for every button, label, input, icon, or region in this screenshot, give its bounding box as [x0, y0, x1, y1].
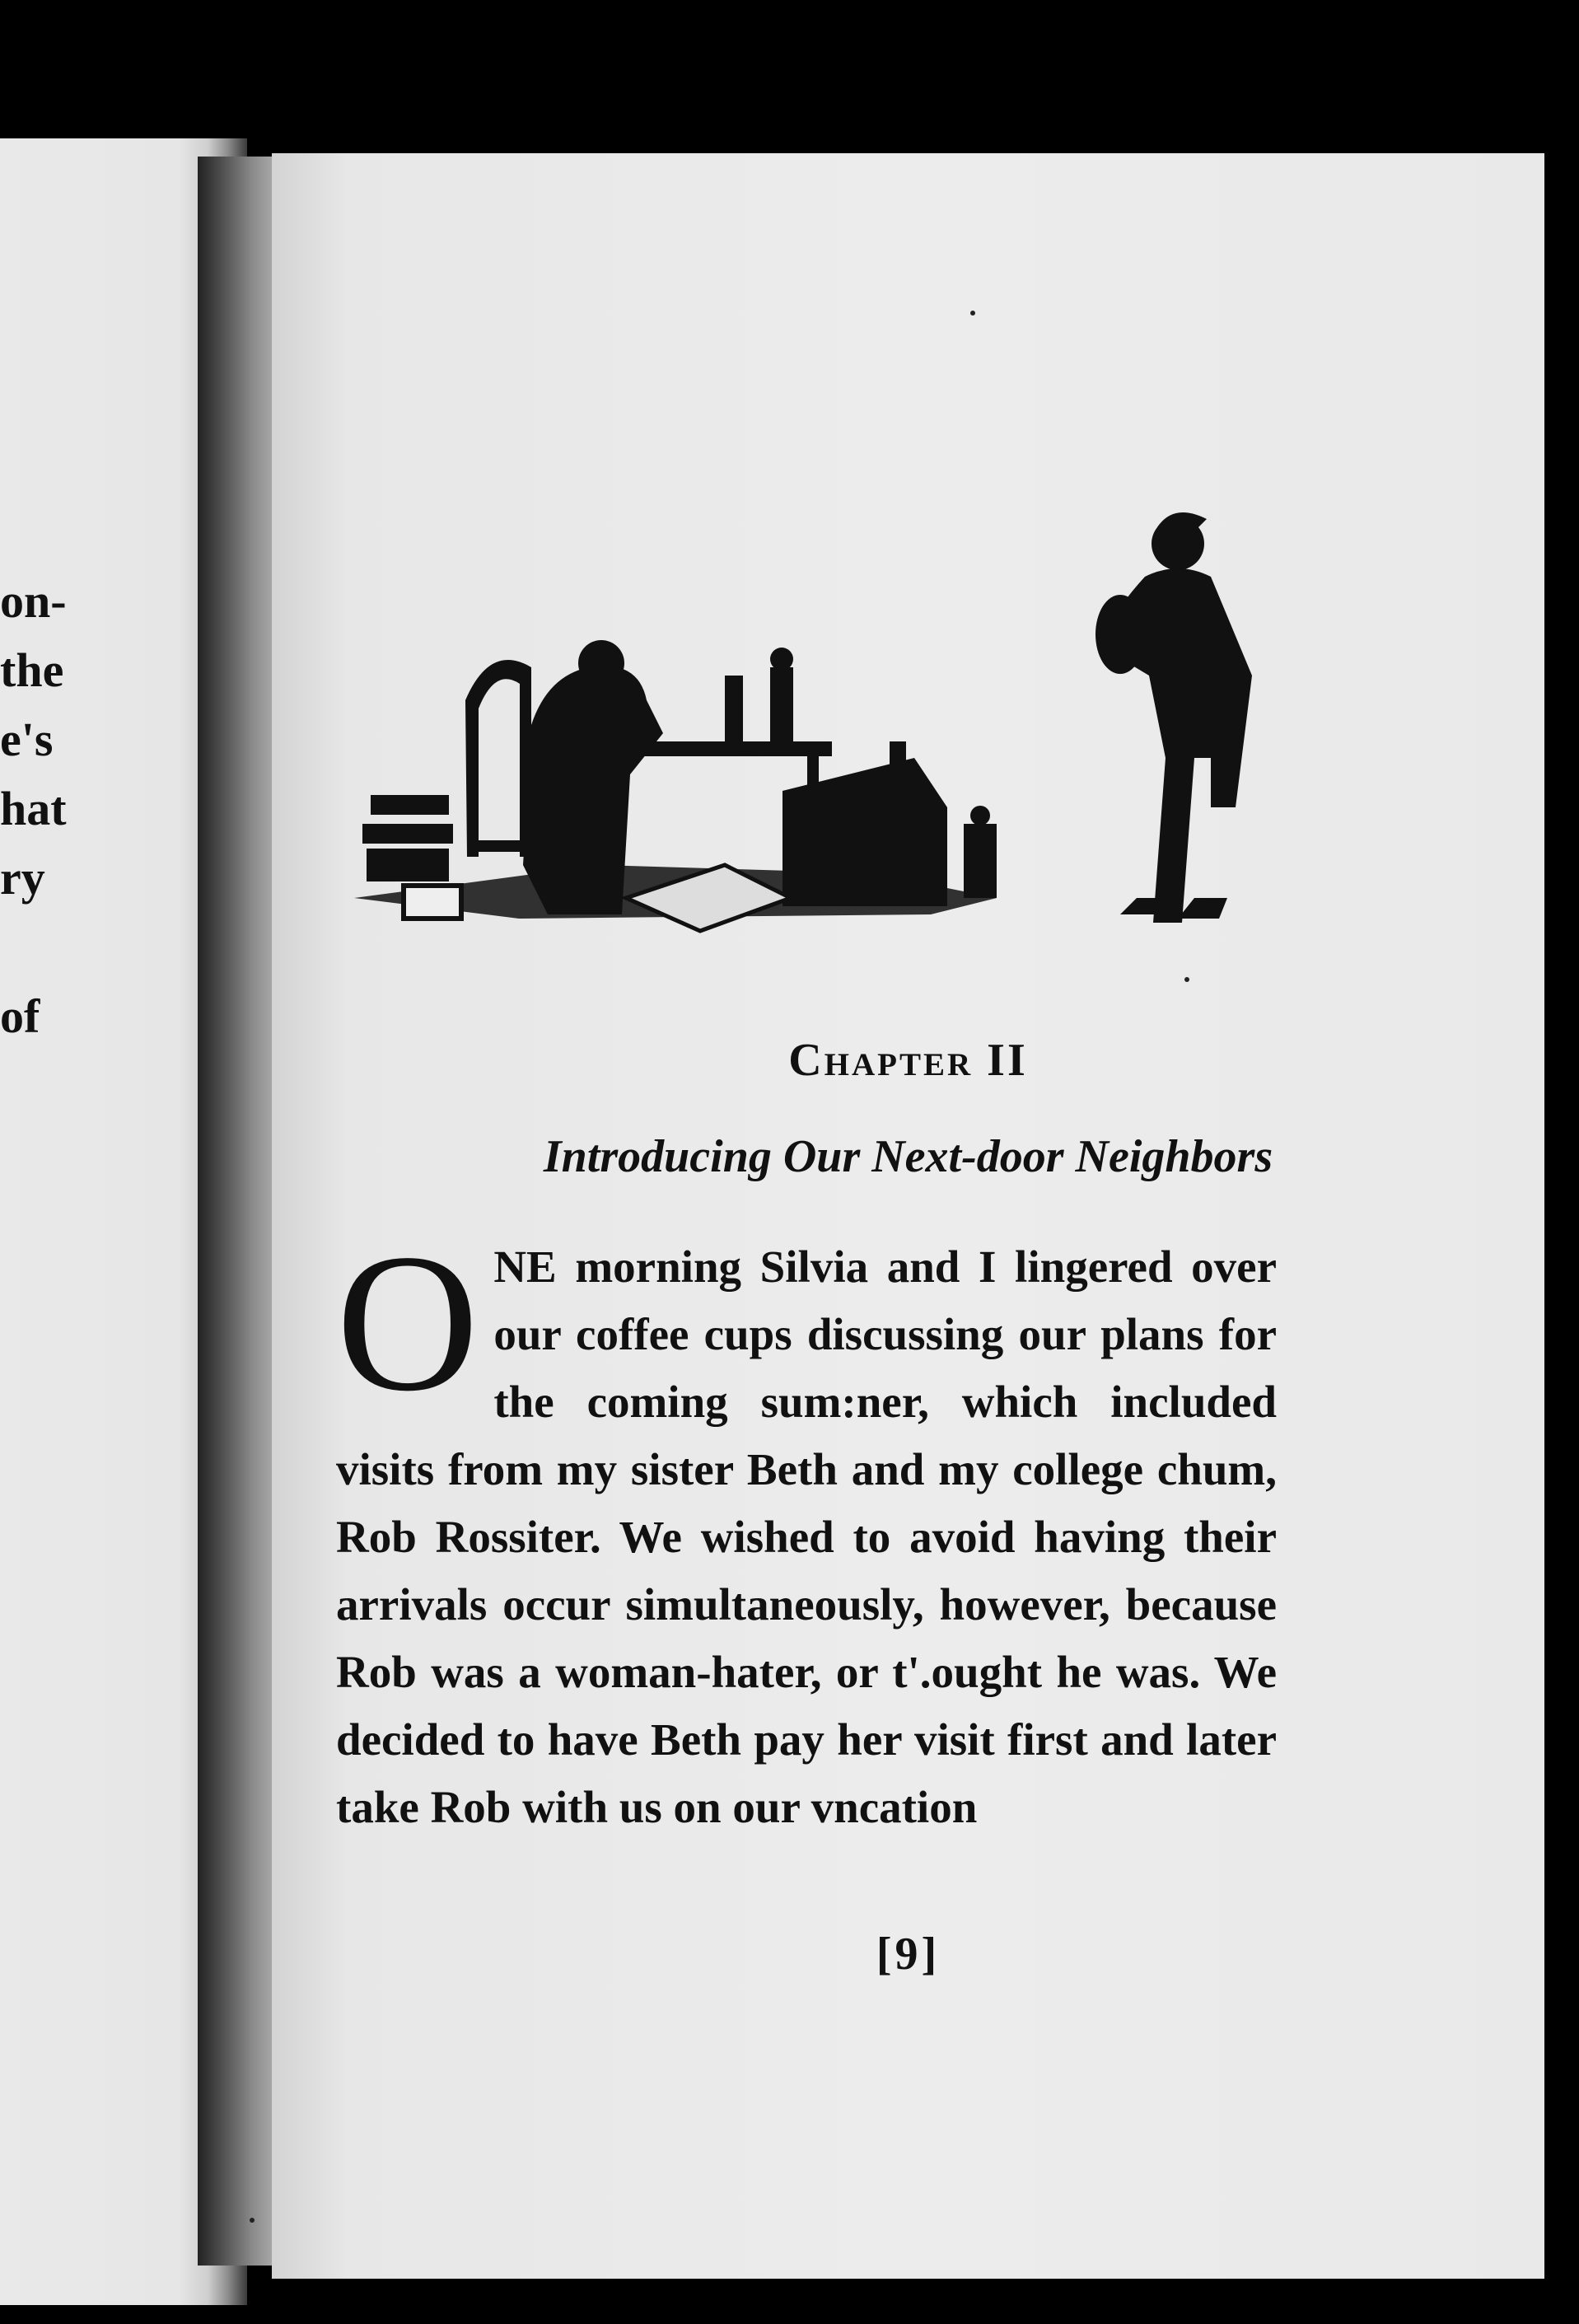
silhouette-illustration — [354, 511, 1301, 939]
previous-page-text — [0, 567, 67, 1051]
paper-speck — [970, 311, 975, 316]
previous-page-line: the — [0, 643, 64, 697]
paper-speck — [1184, 977, 1189, 982]
previous-page-line: of — [0, 989, 40, 1043]
drop-cap: O — [336, 1213, 479, 1432]
first-line-text: NE morning Silvia and I lingered — [493, 1241, 1173, 1292]
chapter-subtitle: Introducing Our Next-door Neighbors — [543, 1131, 1273, 1182]
body-paragraph: over our coffee cups discussing our plans for the coming sum:ner, which included visits from my sister Beth and my college chum, Rob Rossiter. We wished to avoid having their arrivals occur simultaneously, however, because Rob was a woman-hater, or t'.ought he was. We decided to have Beth pay her visit first and later take Rob with us on our vncation — [336, 1241, 1277, 1832]
previous-page-line: ry — [0, 851, 45, 905]
chapter-heading: Chapter II — [788, 1035, 1028, 1086]
page-number: [9] — [876, 1929, 941, 1980]
previous-page-line: on- — [0, 574, 67, 628]
paper-speck — [250, 2218, 255, 2223]
previous-page-line: hat — [0, 782, 67, 835]
chapter-body — [336, 1213, 1277, 1841]
previous-page-line: e's — [0, 713, 54, 766]
